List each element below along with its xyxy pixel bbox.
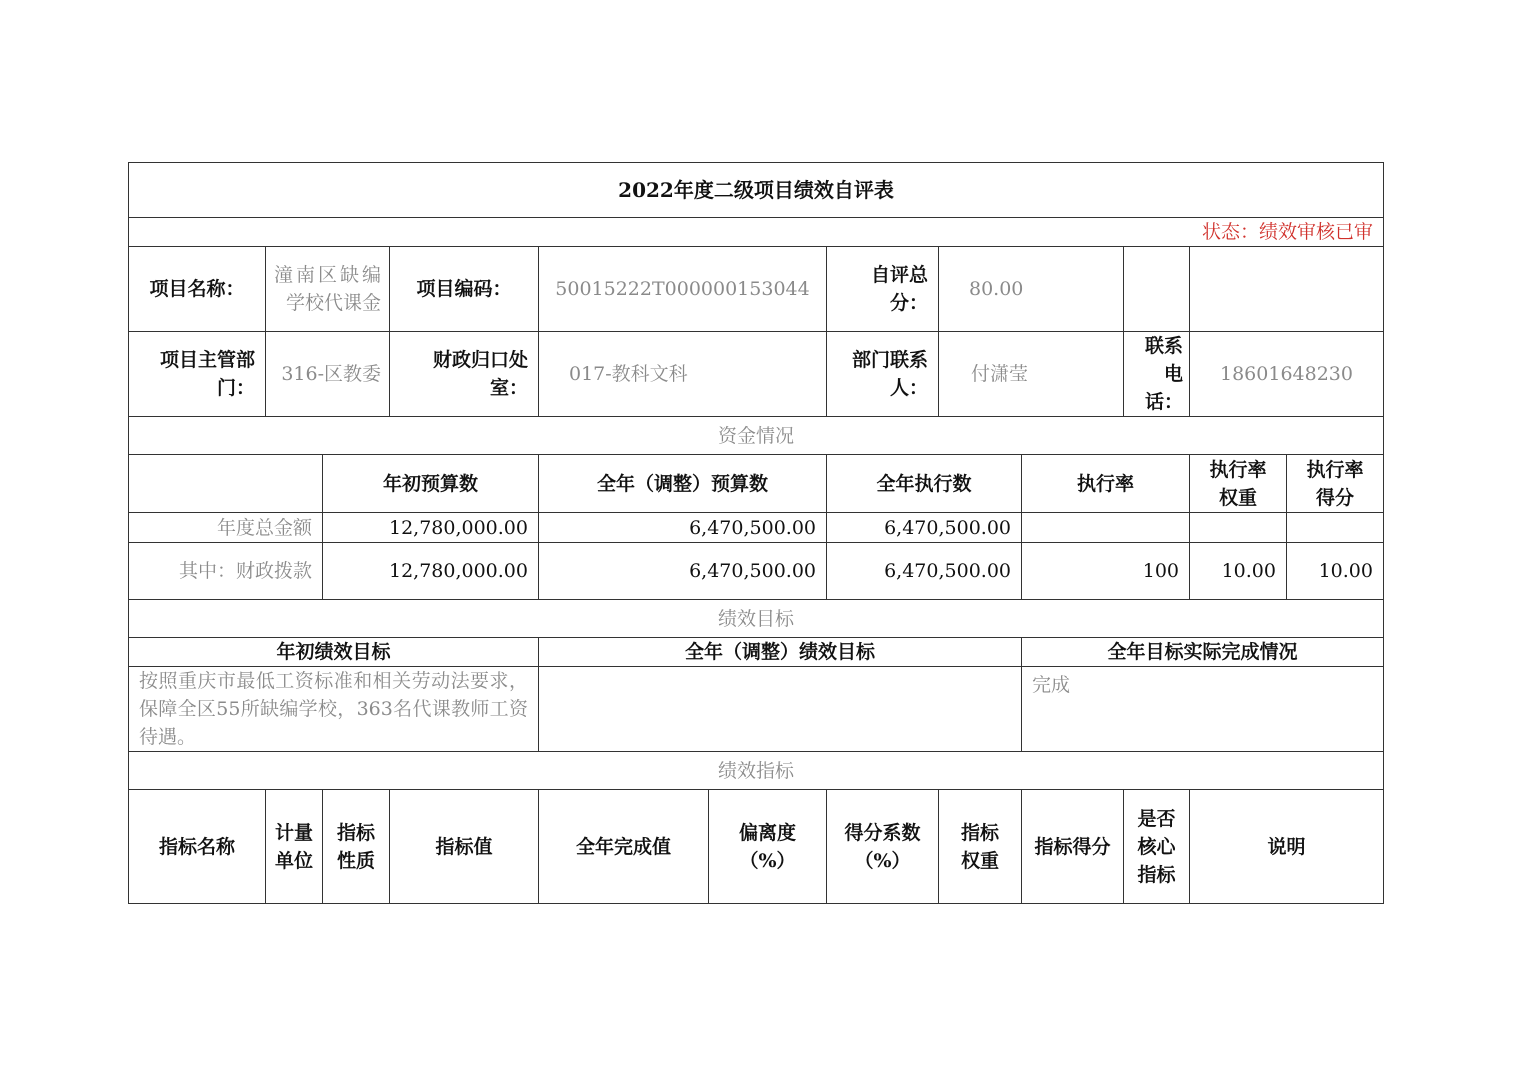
funds-row-label: 其中：财政拨款 [128, 542, 322, 599]
indicator-header-coefficient: 得分系数（%） [826, 789, 938, 904]
indicator-header-completed: 全年完成值 [538, 789, 708, 904]
phone-value: 18601648230 [1189, 331, 1384, 416]
funds-header-rate: 执行率 [1021, 454, 1189, 512]
goals-header-initial: 年初绩效目标 [128, 637, 538, 666]
funds-header-weight: 执行率权重 [1189, 454, 1286, 512]
dept-label: 项目主管部门： [128, 331, 265, 416]
funds-header-adjusted: 全年（调整）预算数 [538, 454, 826, 512]
indicator-header-note: 说明 [1189, 789, 1384, 904]
goals-header-actual: 全年目标实际完成情况 [1021, 637, 1384, 666]
finance-office-value: 017-教科文科 [538, 331, 826, 416]
project-code-label: 项目编码： [389, 246, 538, 331]
indicator-header-core: 是否核心指标 [1123, 789, 1189, 904]
table-title: 2022年度二级项目绩效自评表 [128, 162, 1384, 217]
funds-row-adjusted: 6,470,500.00 [538, 512, 826, 542]
indicator-header-name: 指标名称 [128, 789, 265, 904]
funds-row-label: 年度总金额 [128, 512, 322, 542]
funds-row-rate: 100 [1021, 542, 1189, 599]
self-score-value: 80.00 [938, 246, 1123, 331]
indicator-header-nature: 指标性质 [322, 789, 389, 904]
indicator-header-value: 指标值 [389, 789, 538, 904]
funds-row-initial: 12,780,000.00 [322, 512, 538, 542]
finance-office-label: 财政归口处室： [389, 331, 538, 416]
indicator-header-score: 指标得分 [1021, 789, 1123, 904]
indicator-header-deviation: 偏离度（%） [708, 789, 826, 904]
funds-row-weight [1189, 512, 1286, 542]
goals-initial-text: 按照重庆市最低工资标准和相关劳动法要求，保障全区55所缺编学校，363名代课教师工资待遇。 [128, 666, 538, 751]
blank-cell [1189, 246, 1384, 331]
status-text: 状态：绩效审核已审 [128, 217, 1384, 246]
funds-header-blank [128, 454, 322, 512]
funds-row-executed: 6,470,500.00 [826, 512, 1021, 542]
dept-value: 316-区教委 [265, 331, 389, 416]
funds-row-initial: 12,780,000.00 [322, 542, 538, 599]
contact-value: 付潇莹 [938, 331, 1123, 416]
funds-header-initial: 年初预算数 [322, 454, 538, 512]
project-code-value: 50015222T000000153044 [538, 246, 826, 331]
funds-row-weight: 10.00 [1189, 542, 1286, 599]
funds-row-score: 10.00 [1286, 542, 1384, 599]
self-evaluation-table [128, 162, 1384, 904]
contact-label: 部门联系人： [826, 331, 938, 416]
funds-row-executed: 6,470,500.00 [826, 542, 1021, 599]
blank-cell [1123, 246, 1189, 331]
project-name-value: 潼南区缺编学校代课金 [265, 246, 389, 331]
funds-section-title: 资金情况 [128, 416, 1384, 454]
goals-header-adjusted: 全年（调整）绩效目标 [538, 637, 1021, 666]
indicator-header-weight: 指标权重 [938, 789, 1021, 904]
indicator-header-unit: 计量单位 [265, 789, 322, 904]
funds-header-score: 执行率得分 [1286, 454, 1384, 512]
funds-row-score [1286, 512, 1384, 542]
funds-row-adjusted: 6,470,500.00 [538, 542, 826, 599]
phone-label: 联系电话： [1123, 331, 1189, 416]
goals-adjusted-text [538, 666, 1021, 751]
funds-header-executed: 全年执行数 [826, 454, 1021, 512]
goals-section-title: 绩效目标 [128, 599, 1384, 637]
self-score-label: 自评总分： [826, 246, 938, 331]
project-name-label: 项目名称： [128, 246, 265, 331]
goals-actual-text: 完成 [1021, 666, 1384, 751]
funds-row-rate [1021, 512, 1189, 542]
indicators-section-title: 绩效指标 [128, 751, 1384, 789]
